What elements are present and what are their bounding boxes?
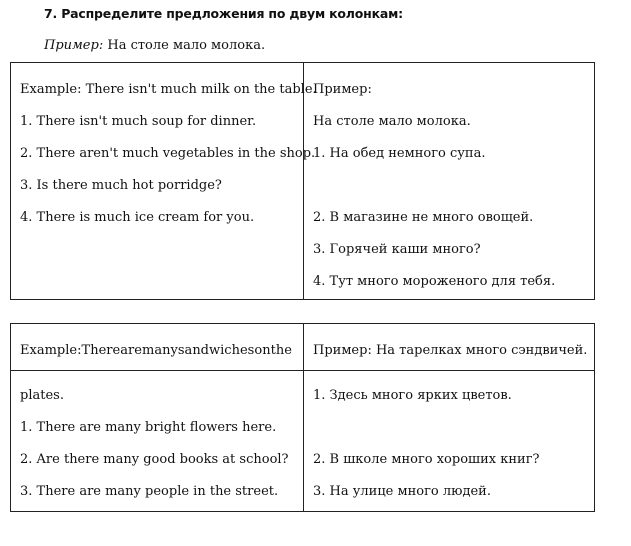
t2-right-header: Пример: На тарелках много сэндвичей. bbox=[313, 343, 588, 358]
t2-left-item-2: 2. Are there many good books at school? bbox=[20, 452, 289, 467]
header-word: on bbox=[254, 343, 271, 358]
table-2 bbox=[10, 323, 595, 512]
header-word: the bbox=[270, 343, 292, 358]
example-text: На столе мало молока. bbox=[107, 38, 266, 53]
t1-right-item-3: 3. Горячей каши много? bbox=[313, 242, 481, 257]
t2-right-item-1: 1. Здесь много ярких цветов. bbox=[313, 388, 512, 403]
header-word: sandwiches bbox=[177, 343, 255, 358]
row-separator bbox=[11, 370, 594, 371]
t1-right-item-1: 1. На обед немного супа. bbox=[313, 146, 486, 161]
header-word: are bbox=[120, 343, 142, 358]
t2-right-item-2: 2. В школе много хороших книг? bbox=[313, 452, 540, 467]
t1-left-item-2: 2. There aren't much vegetables in the shop. bbox=[20, 146, 316, 161]
header-word: There bbox=[81, 343, 121, 358]
t1-left-item-3: 3. Is there much hot porridge? bbox=[20, 178, 222, 193]
t1-right-example-text: На столе мало молока. bbox=[313, 114, 471, 129]
t1-left-item-4: 4. There is much ice cream for you. bbox=[20, 210, 255, 225]
t2-right-item-3: 3. На улице много людей. bbox=[313, 484, 491, 499]
t2-left-continuation: plates. bbox=[20, 388, 64, 403]
t2-left-item-3: 3. There are many people in the street. bbox=[20, 484, 279, 499]
t1-right-item-2: 2. В магазине не много овощей. bbox=[313, 210, 534, 225]
column-divider bbox=[303, 324, 304, 511]
t1-left-example: Example: There isn't much milk on the table. bbox=[20, 82, 317, 97]
t2-left-item-1: 1. There are many bright flowers here. bbox=[20, 420, 277, 435]
t1-right-item-4: 4. Тут много мороженого для тебя. bbox=[313, 274, 556, 289]
t1-right-example-label: Пример: bbox=[313, 82, 372, 97]
table-1 bbox=[10, 62, 595, 300]
exercise-heading: 7. Распределите предложения по двум колонкам: bbox=[44, 6, 403, 21]
example-label: Пример: bbox=[44, 38, 104, 53]
t1-left-item-1: 1. There isn't much soup for dinner. bbox=[20, 114, 257, 129]
header-word: many bbox=[142, 343, 178, 358]
column-divider bbox=[303, 63, 304, 299]
t2-left-header bbox=[20, 343, 292, 358]
example-line bbox=[44, 38, 265, 53]
header-word: Example: bbox=[20, 343, 82, 358]
